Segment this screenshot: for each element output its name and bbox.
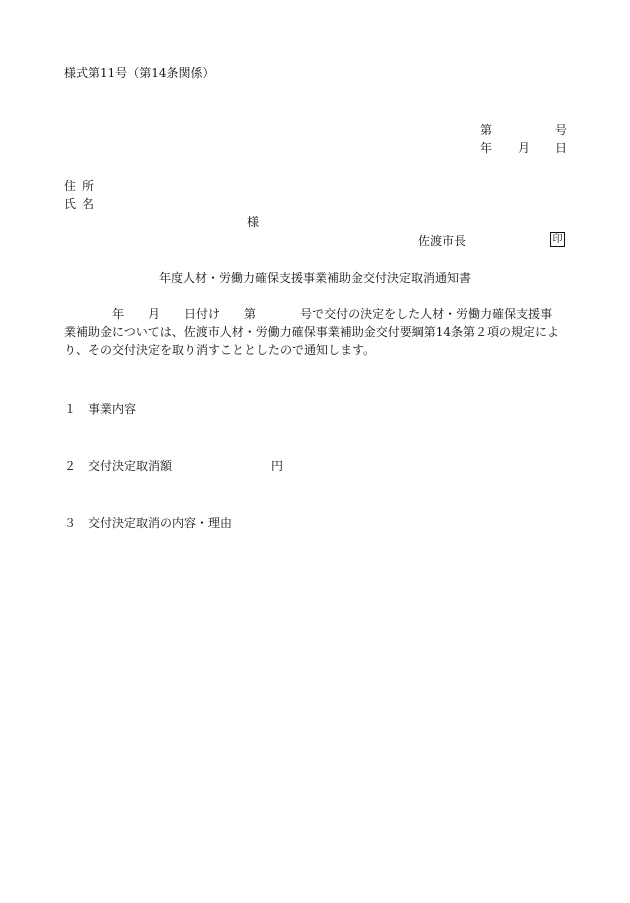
date-month-label: 月 [518,141,531,155]
item-label: 事業内容 [88,402,137,416]
date-day-label: 日 [555,141,568,155]
item-cancel-amount [64,457,172,475]
body-line-1 [64,305,568,323]
seal-stamp: 印 [550,232,565,247]
body-year: 年 [112,307,125,321]
issuer-title: 佐渡市長 [418,234,467,248]
item-number: １ [64,402,77,416]
date-year-label: 年 [480,141,493,155]
body-number-prefix: 第 [244,307,257,321]
body-line1-rest: 号で交付の決定をした人材・労働力確保支援事 [300,307,553,321]
document-number-suffix: 号 [555,123,568,137]
body-paragraph [64,305,568,359]
item-number: ２ [64,459,77,473]
body-month: 月 [148,307,161,321]
body-dated: 日付け [184,307,221,321]
name-label: 氏名 [64,197,101,211]
item-label: 交付決定取消額 [88,459,173,473]
item-cancel-reason [64,514,232,532]
item-business-content [64,400,136,418]
body-line-2: 業補助金については、佐渡市人材・労働力確保事業補助金交付要綱第14条第２項の規定によ [64,325,560,339]
address-label: 住所 [64,179,101,193]
document-title: 年度人材・労働力確保支援事業補助金交付決定取消通知書 [158,271,471,285]
amount-unit-yen: 円 [271,459,284,473]
body-line-3: り、その交付決定を取り消すこととしたので通知します。 [64,343,376,357]
form-number: 様式第11号（第14条関係） [64,66,215,80]
item-label: 交付決定取消の内容・理由 [88,516,233,530]
honorific-sama: 様 [247,215,260,229]
item-number: ３ [64,516,77,530]
document-number-label: 第 [480,123,493,137]
